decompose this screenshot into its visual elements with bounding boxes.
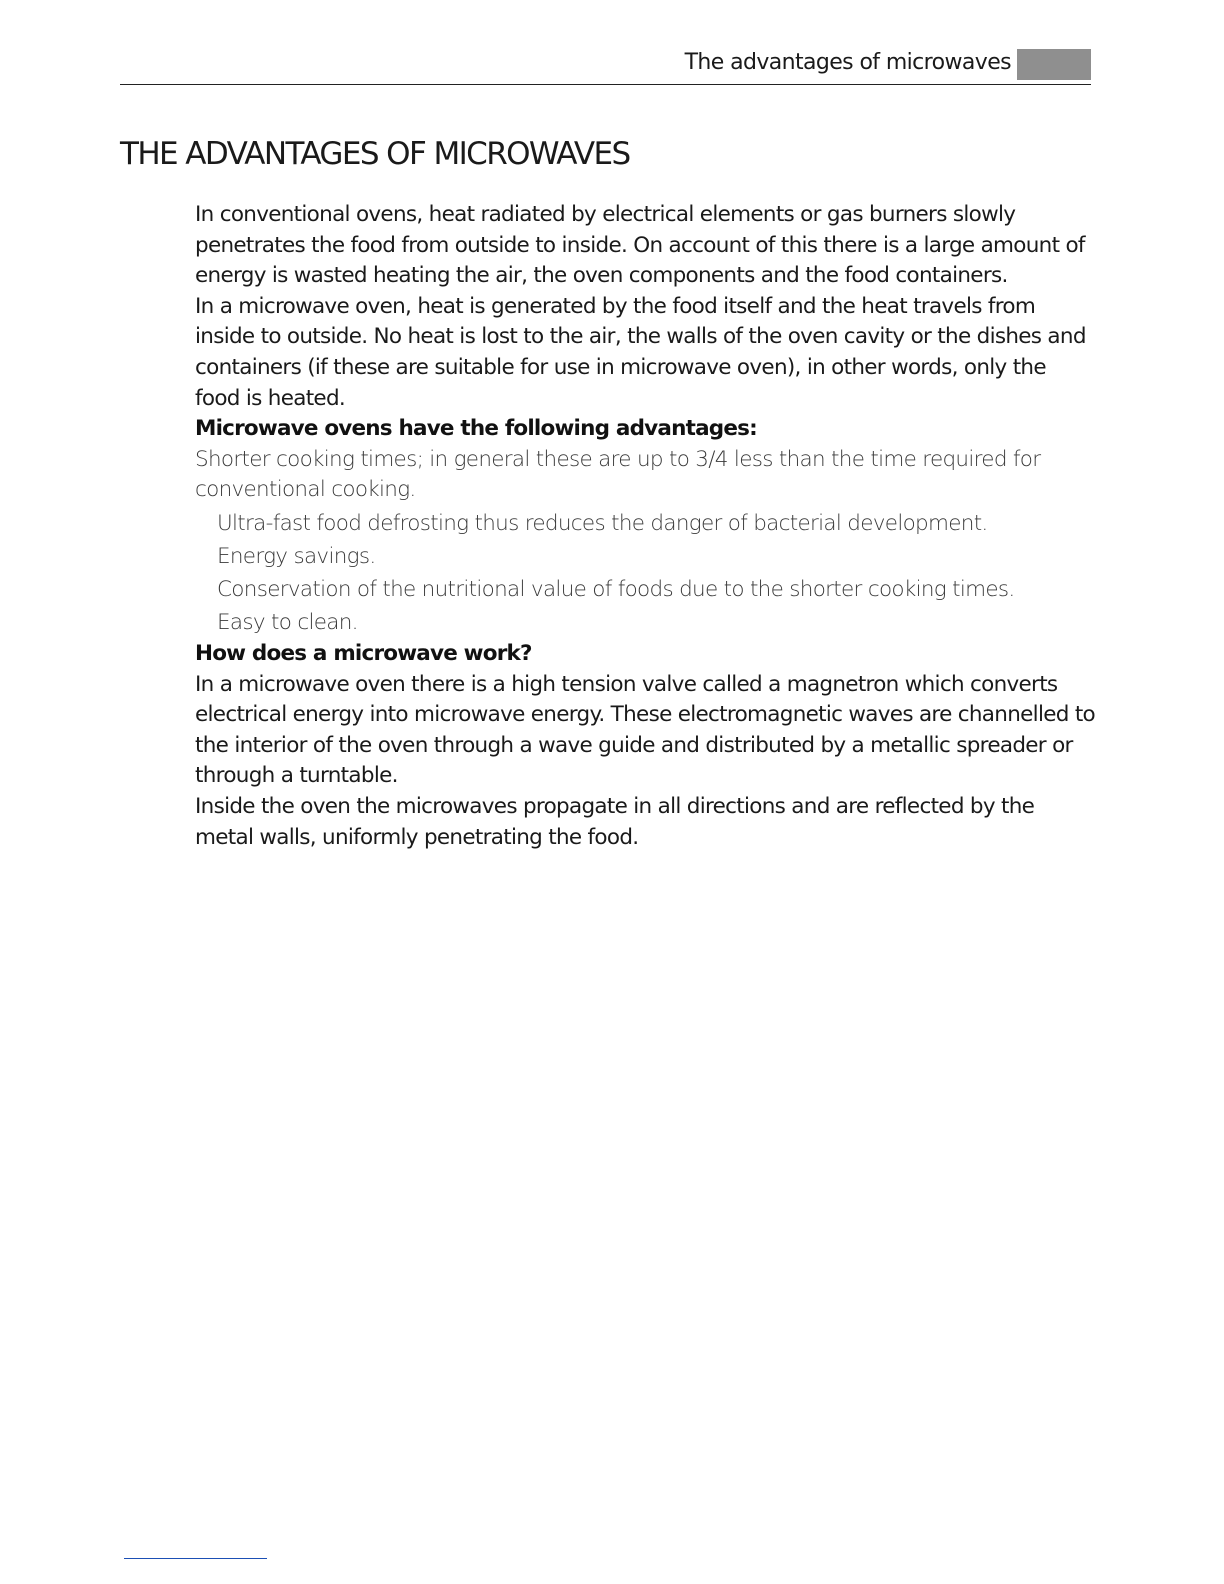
header-title: The advantages of microwaves (684, 50, 1011, 75)
advantage-item: Conservation of the nutritional value of foods due to the shorter cooking times. (217, 576, 1015, 602)
advantage-shorter-cooking: Shorter cooking times; in general these are up to 3/4 less than the time required for conventional cooking. (195, 446, 1041, 503)
footer-link-line (124, 1558, 267, 1559)
intro-paragraph-2: In a microwave oven, heat is generated by the food itself and the heat travels from inside to outside. No heat is lost to the air, the walls of the oven cavity or the dishes and containers (if these are suitable for use in microwave oven), in other words, only the food is heated. (195, 293, 1086, 411)
how-heading: How does a microwave work? (195, 640, 532, 666)
page-title: THE ADVANTAGES OF MICROWAVES (120, 136, 630, 172)
intro-paragraph-1: In conventional ovens, heat radiated by electrical elements or gas burners slowly penetrates the food from outside to inside. On account of this there is a large amount of energy is wasted heating the air, the oven components and the food containers. (195, 202, 1085, 289)
how-paragraph-2: Inside the oven the microwaves propagate in all directions and are reflected by the metal walls, uniformly penetrating the food. (195, 793, 1035, 850)
how-paragraph-1: In a microwave oven there is a high tension valve called a magnetron which converts electrical energy into microwave energy. These electromagnetic waves are channelled to the interior of the oven through a wave guide and distributed by a metallic spreader or through a turntable. (195, 671, 1096, 789)
advantage-item: Energy savings. (217, 543, 376, 569)
header-accent-block (1017, 49, 1091, 80)
main-content (195, 200, 1095, 853)
advantage-item: Ultra-fast food defrosting thus reduces the danger of bacterial development. (217, 510, 988, 536)
page-header (120, 46, 1091, 85)
advantage-item: Easy to clean. (217, 609, 358, 635)
advantages-heading: Microwave ovens have the following advantages: (195, 416, 757, 442)
